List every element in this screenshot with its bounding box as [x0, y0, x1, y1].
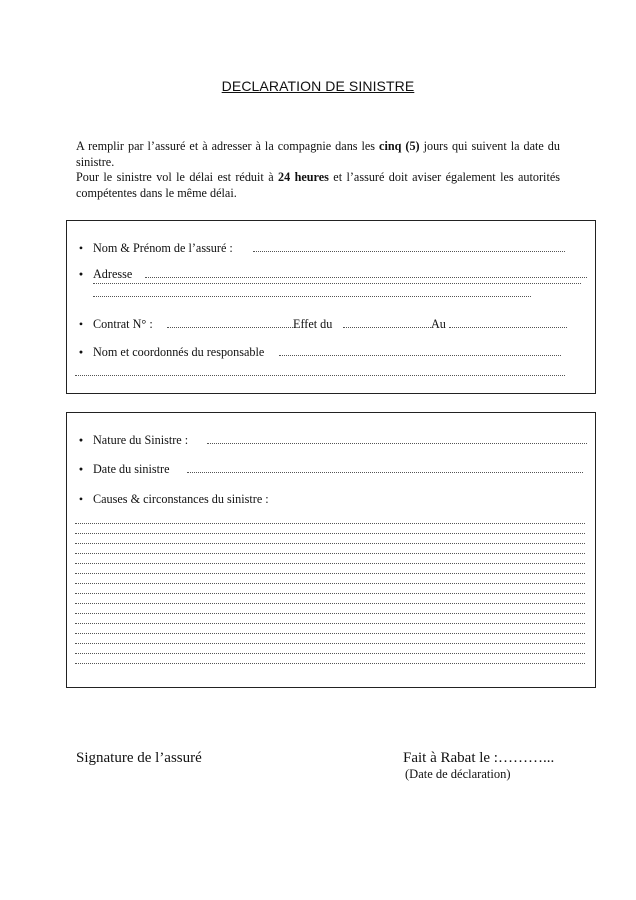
bullet-icon: ● [78, 270, 84, 278]
causes-line[interactable] [75, 533, 585, 534]
bullet-icon: ● [78, 436, 84, 444]
causes-line[interactable] [75, 643, 585, 644]
causes-line[interactable] [75, 523, 585, 524]
bullet-icon: ● [78, 348, 84, 356]
adresse-input-line-3[interactable] [93, 296, 531, 297]
signature-label: Signature de l’assuré [76, 750, 202, 766]
adresse-input[interactable] [145, 267, 587, 278]
field-responsable [75, 345, 589, 361]
causes-line[interactable] [75, 573, 585, 574]
contrat-number-input[interactable] [167, 317, 295, 328]
instructions-paragraph-1 [76, 139, 560, 170]
bullet-icon: • [78, 492, 84, 506]
field-nature [75, 433, 589, 449]
effet-date-input[interactable] [343, 317, 431, 328]
field-causes [75, 492, 589, 508]
adresse-input-line-2[interactable] [93, 283, 581, 284]
causes-line[interactable] [75, 613, 585, 614]
deadline-days: cinq (5) [379, 139, 420, 153]
causes-label: Causes & circonstances du sinistre : [93, 492, 269, 506]
field-nom-prenom [75, 241, 589, 257]
nom-prenom-input[interactable] [253, 241, 565, 252]
causes-line[interactable] [75, 603, 585, 604]
causes-line[interactable] [75, 593, 585, 594]
responsable-label: Nom et coordonnés du responsable [93, 345, 265, 359]
date-sinistre-input[interactable] [187, 462, 583, 473]
nature-label: Nature du Sinistre : [93, 433, 189, 447]
contrat-label: Contrat N° : [93, 317, 153, 331]
date-sinistre-label: Date du sinistre [93, 462, 170, 476]
instructions-paragraph-2 [76, 170, 560, 201]
responsable-input[interactable] [279, 345, 561, 356]
au-date-input[interactable] [449, 317, 567, 328]
deadline-hours: 24 heures [278, 170, 329, 184]
au-label: Au [431, 317, 446, 331]
responsable-input-line-2[interactable] [75, 375, 565, 376]
fait-a-rabat-field[interactable]: Fait à Rabat le :………... [403, 750, 555, 766]
claim-info-box [66, 412, 596, 688]
causes-line[interactable] [75, 623, 585, 624]
page-title: DECLARATION DE SINISTRE [221, 78, 415, 94]
instructions-text: jours qui suivent la date du sinistre. [76, 139, 560, 169]
causes-line[interactable] [75, 583, 585, 584]
adresse-label: Adresse [93, 267, 133, 281]
instructions-text: et l’assuré doit aviser également les autorités compétentes dans le même délai. [76, 170, 560, 200]
causes-line[interactable] [75, 553, 585, 554]
date-declaration-caption: (Date de déclaration) [405, 767, 511, 781]
bullet-icon: • [78, 241, 84, 255]
bullet-icon: • [78, 317, 84, 331]
nom-prenom-label: Nom & Prénom de l’assuré : [93, 241, 233, 255]
nature-input[interactable] [207, 433, 587, 444]
causes-line[interactable] [75, 663, 585, 664]
causes-line[interactable] [75, 633, 585, 634]
instructions-text: Pour le sinistre vol le délai est réduit à [76, 170, 278, 184]
causes-line[interactable] [75, 563, 585, 564]
causes-line[interactable] [75, 543, 585, 544]
effet-label: Effet du [293, 317, 333, 331]
bullet-icon: ● [78, 465, 84, 473]
causes-line[interactable] [75, 653, 585, 654]
field-date-sinistre [75, 462, 589, 478]
instructions [76, 139, 560, 201]
insured-info-box [66, 220, 596, 394]
instructions-text: A remplir par l’assuré et à adresser à la compagnie dans les [76, 139, 380, 153]
field-contrat [75, 317, 589, 333]
field-adresse [75, 267, 589, 283]
